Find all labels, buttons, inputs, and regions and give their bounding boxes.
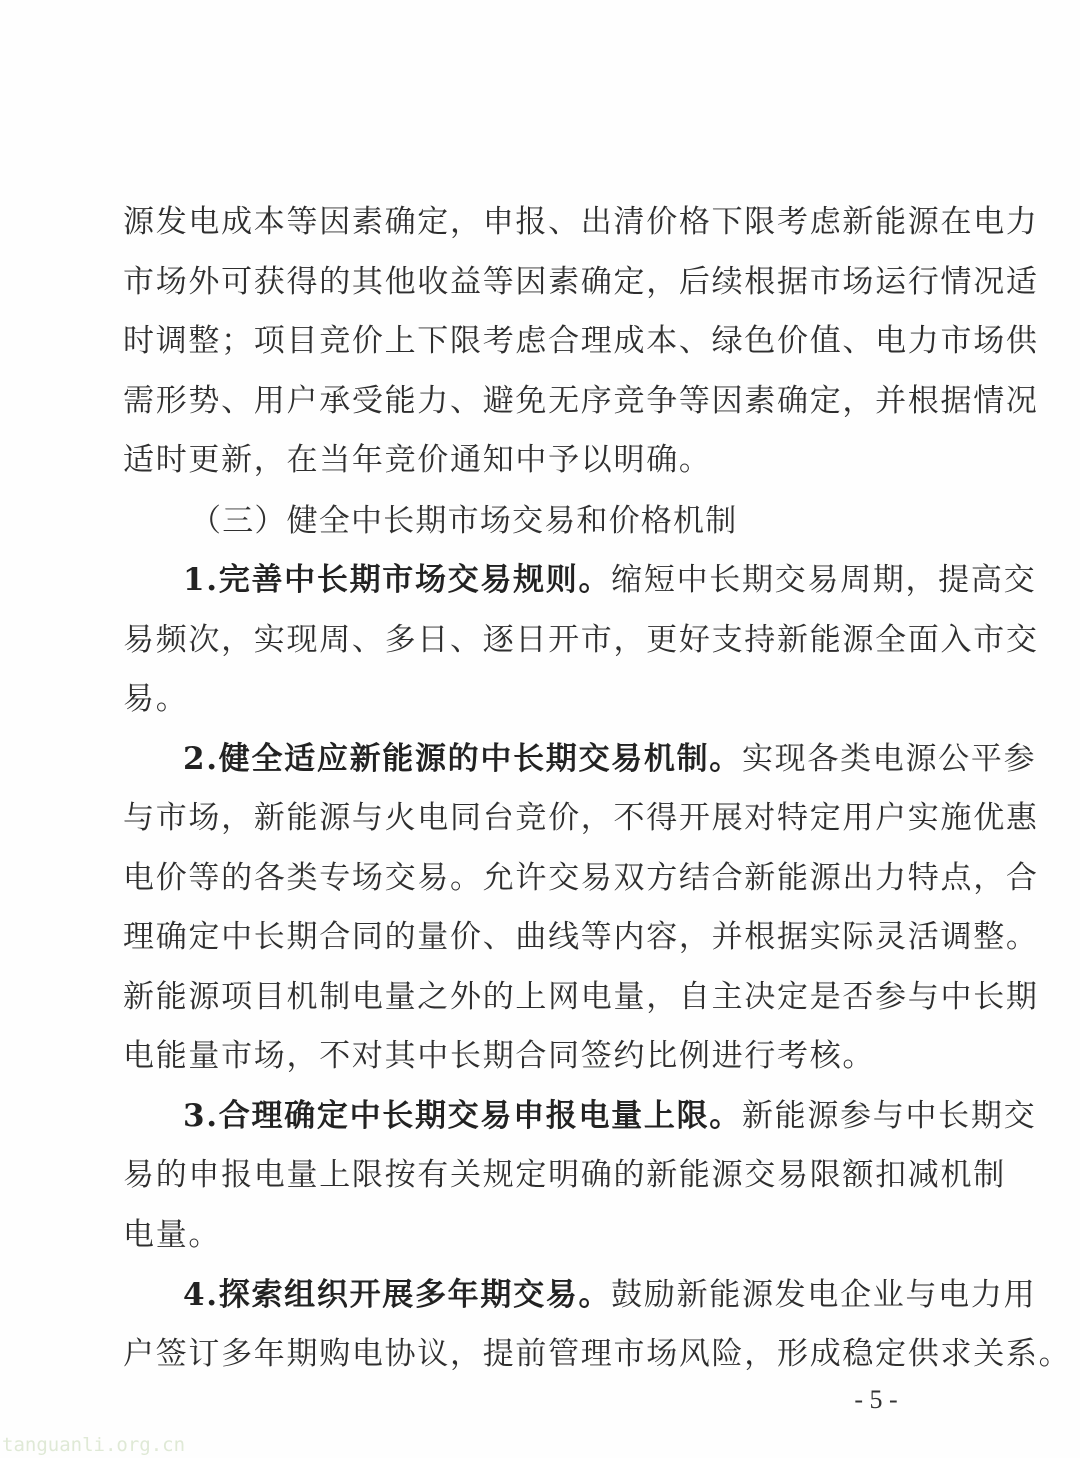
item-lead: 合理确定中长期交易申报电量上限。 — [218, 1098, 742, 1134]
paragraph-line: 需形势、用户承受能力、避免无序竞争等因素确定，并根据情况 — [123, 383, 1039, 419]
paragraph-line: 理确定中长期合同的量价、曲线等内容，并根据实际灵活调整。 — [123, 919, 1039, 955]
item-number: 4. — [183, 1277, 219, 1313]
watermark: tanguanli.org.cn — [2, 1434, 186, 1456]
paragraph-line: 易频次，实现周、多日、逐日开市，更好支持新能源全面入市交 — [123, 622, 1039, 658]
paragraph-line: 户签订多年期购电协议，提前管理市场风险，形成稳定供求关系。 — [123, 1336, 1072, 1372]
item-lead: 探索组织开展多年期交易。 — [218, 1277, 612, 1313]
paragraph-line: 新能源项目机制电量之外的上网电量，自主决定是否参与中长期 — [123, 979, 1039, 1015]
paragraph-line: 电能量市场，不对其中长期合同签约比例进行考核。 — [123, 1038, 876, 1074]
item-text: 实现各类电源公平参 — [741, 741, 1037, 777]
item-text: 鼓励新能源发电企业与电力用 — [611, 1277, 1037, 1313]
item-1-first-line — [183, 560, 1037, 600]
item-number: 1. — [183, 562, 219, 598]
section-heading: （三）健全中长期市场交易和价格机制 — [190, 503, 738, 539]
item-lead: 健全适应新能源的中长期交易机制。 — [218, 741, 742, 777]
item-2-first-line — [183, 739, 1037, 779]
paragraph-line: 时调整；项目竞价上下限考虑合理成本、绿色价值、电力市场供 — [123, 323, 1039, 359]
item-number: 2. — [183, 741, 219, 777]
item-text: 新能源参与中长期交 — [741, 1098, 1037, 1134]
item-3-first-line — [183, 1096, 1037, 1136]
paragraph-line: 与市场，新能源与火电同台竞价，不得开展对特定用户实施优惠 — [123, 800, 1039, 836]
item-lead: 完善中长期市场交易规则。 — [218, 562, 612, 598]
item-4-first-line — [183, 1275, 1037, 1315]
paragraph-line: 电量。 — [123, 1217, 222, 1253]
paragraph-line: 易的申报电量上限按有关规定明确的新能源交易限额扣减机制 — [123, 1157, 1006, 1193]
paragraph-line: 电价等的各类专场交易。允许交易双方结合新能源出力特点，合 — [123, 860, 1039, 896]
paragraph-line: 市场外可获得的其他收益等因素确定，后续根据市场运行情况适 — [123, 264, 1039, 300]
page-number: - 5 - — [854, 1385, 898, 1414]
item-number: 3. — [183, 1098, 219, 1134]
paragraph-line: 适时更新，在当年竞价通知中予以明确。 — [123, 442, 712, 478]
item-text: 缩短中长期交易周期，提高交 — [611, 562, 1037, 598]
paragraph-line: 源发电成本等因素确定，申报、出清价格下限考虑新能源在电力 — [123, 204, 1039, 240]
paragraph-line: 易。 — [123, 681, 189, 717]
